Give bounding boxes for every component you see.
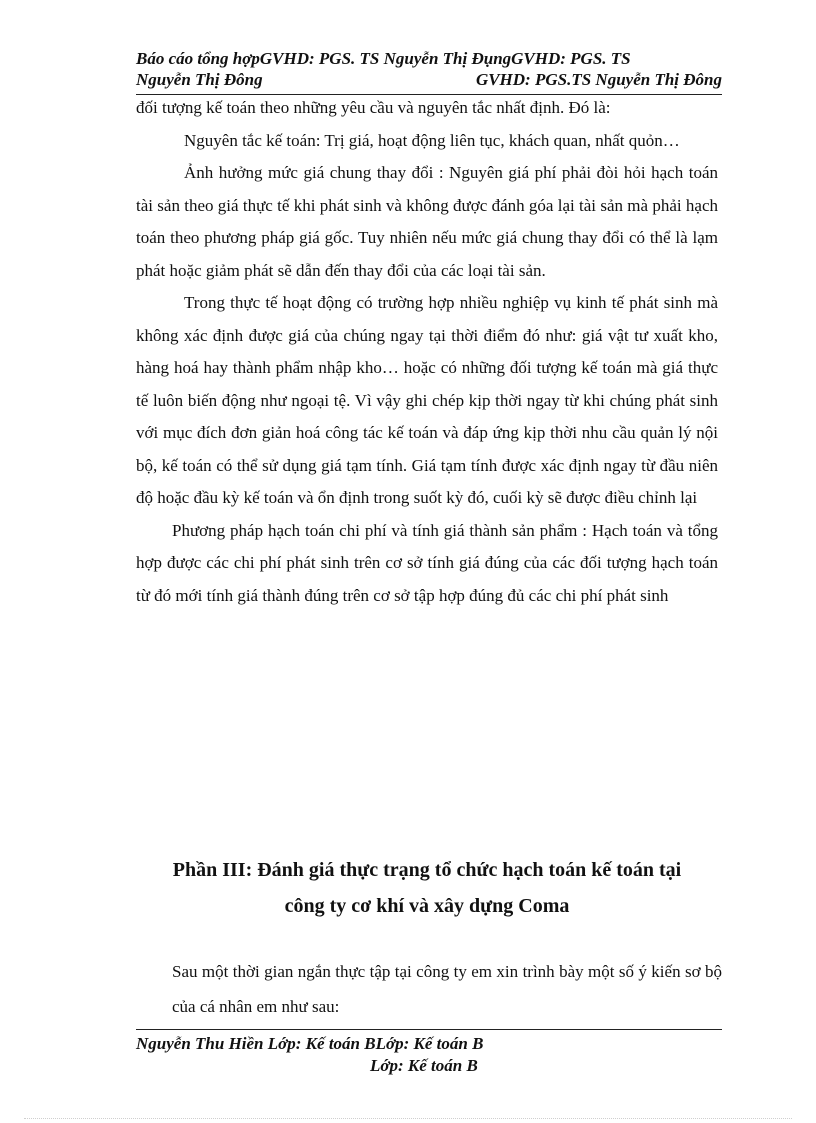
paragraph-closing: Sau một thời gian ngắn thực tập tại công ty em xin trình bày một số ý kiến sơ bộ của cá nhân em như sau: (172, 962, 722, 1016)
paragraph-provisional-price: Trong thực tế hoạt động có trường hợp nhiều nghiệp vụ kinh tế phát sinh mà không xác định được giá của chúng ngay tại thời điểm đó như: giá vật tư xuất kho, hàng hoá hay thành phẩm nhập kho… hoặc có những đối tượng kế toán mà giá thực tế luôn biến động như ngoại tệ. Vì vậy ghi chép kịp thời ngay từ khi chúng phát sinh với mục đích đơn giản hoá công tác kế toán và đáp ứng kịp thời nhu cầu quản lý nội bộ, kế toán có thể sử dụng giá tạm tính. Giá tạm tính được xác định ngay từ đầu niên độ hoặc đầu kỳ kế toán và ổn định trong suốt kỳ đó, cuối kỳ sẽ được điều chỉnh lại (136, 293, 718, 507)
header-author: Nguyễn Thị Đông (136, 70, 263, 89)
page-header (136, 48, 722, 90)
paragraph-principles: Nguyên tắc kế toán: Trị giá, hoạt động liên tục, khách quan, nhất quỏn… (184, 130, 680, 150)
footer-divider (136, 1029, 722, 1030)
page-edge-dots (24, 1118, 792, 1119)
section-heading (136, 852, 718, 924)
header-supervisor: GVHD: PGS.TS Nguyễn Thị Đông (475, 70, 722, 89)
closing-text (172, 954, 722, 1024)
footer-line-2: Lớp: Kế toán B (370, 1056, 478, 1075)
footer-line-1 (136, 1033, 722, 1055)
paragraph-costing-method: Phương pháp hạch toán chi phí và tính giá thành sản phẩm : Hạch toán và tổng hợp được các chi phí phát sinh trên cơ sở tính giá đúng của các đối tượng hạch toán từ đó mới tính giá thành đúng trên cơ sở tập hợp đúng đủ các chi phí phát sinh (136, 520, 718, 605)
paragraph-intro: đối tượng kế toán theo những yêu cầu và nguyên tắc nhất định. Đó là: (136, 98, 611, 117)
header-line-1: Báo cáo tổng hợpGVHD: PGS. TS Nguyễn Thị ĐụngGVHD: PGS. TS (136, 49, 631, 68)
section-heading-line-2: công ty cơ khí và xây dựng Coma (284, 895, 570, 917)
paragraph-price-change: Ảnh hưởng mức giá chung thay đổi : Nguyên giá phí phải đòi hỏi hạch toán tài sản theo giá thực tế khi phát sinh và không được đánh góa lại tài sản mà phải hạch toán theo phương pháp giá gốc. Tuy nhiên nếu mức giá chung thay đổi có thể là lạm phát hoặc giảm phát sẽ dẫn đến thay đổi của các loại tài sản. (136, 163, 718, 280)
footer-student: Nguyễn Thu Hiền Lớp: Kế toán BLớp: Kế toán B (136, 1034, 484, 1053)
body-text (136, 92, 718, 612)
header-line-2 (136, 69, 722, 90)
section-heading-line-1: Phần III: Đánh giá thực trạng tổ chức hạch toán kế toán tại (172, 859, 682, 881)
page-footer (136, 1033, 722, 1077)
